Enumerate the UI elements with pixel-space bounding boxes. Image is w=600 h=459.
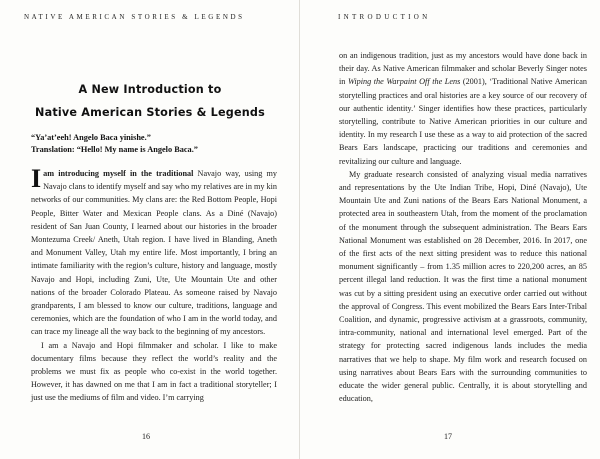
lead-in: am introducing myself in the traditional (43, 169, 194, 178)
page-number-left: 16 (142, 432, 150, 441)
left-body-text (31, 164, 277, 405)
running-head-left: NATIVE AMERICAN STORIES & LEGENDS (24, 13, 245, 21)
right-body-text (339, 49, 587, 405)
right-page (300, 0, 600, 459)
drop-cap: I (31, 164, 42, 193)
continuation-before-title: on an indigenous tradition, just as my ancestors would have done back in their day. As Native American filmmaker and scholar Beverly Singer notes in (339, 51, 587, 87)
paragraph-filmmaker: I am a Navajo and Hopi filmmaker and scholar. I like to make documentary films because they reflect the world’s reality and the problems we must fix as people who co-exist in the world together. However, it has dawned on me that I am in fact a traditional storyteller; I just use the mediums of film and video. I’m carrying (31, 340, 277, 403)
epigraph-translation: Translation: “Hello! My name is Angelo Baca.” (31, 145, 198, 154)
epigraph-greeting: “Ya’at’eeh! Angelo Baca yinishe.” (31, 133, 151, 142)
running-head-right: INTRODUCTION (338, 13, 431, 21)
paragraph-intro (31, 164, 277, 339)
chapter-title-line-2: Native American Stories & Legends (35, 106, 265, 119)
book-title: Wiping the Warpaint Off the Lens (347, 77, 461, 87)
chapter-title (24, 78, 276, 124)
chapter-title-line-1: A New Introduction to (78, 83, 222, 96)
continuation-after-title: (2001), ‘Traditional Native American storytelling practices and oral histories are a key source of our recovery of our authentic identity.’ Singer identifies how these practices, particularly storytelling, contribute to Native American priorities in our culture and identity. In my research I use these as a way to aid protection of the sacred Bears Ears landscape, practicing our traditions and ceremonies and revitalizing our culture and language. (339, 77, 587, 166)
epigraph (31, 132, 198, 156)
page-number-right: 17 (444, 432, 452, 441)
paragraph-research: My graduate research consisted of analyzing visual media narratives and representations by the Ute Indian Tribe, Hopi, Diné (Navajo), Ute Mountain Ute and Zuni nations of the Bears Ears National Monument, a protected area in southeastern Utah, from the moment of the proclamation of the monument through the subsequent administration. The Bears Ears National Monument was established on 28 December, 2016. In 2017, one of the first acts of the next sitting president was to reduce this national monument significantly – from 1.35 million acres to 220,200 acres, an 85 percent illegal land reduction. It was the first time a national monument was cut by a sitting president using an executive order carried out without the approval of Congress. This event mobilized the Bears Ears Inter-Tribal Coalition, and dynamic, progressive activism at a grassroots, community, intra-community, national and international level emerged. Part of the strategy for protecting sacred indigenous lands includes the media narratives that we help to shape. My film work and research focused on using narratives about Bears Ears with the surrounding communities to educate the wider general public. Centrally, it is about storytelling and education, (339, 169, 587, 404)
paragraph-continuation (339, 49, 587, 168)
paragraph-intro-text: Navajo way, using my Navajo clans to identify myself and say who my relatives are in my kin networks of our communities. My clans are: the Red Bottom People, Hopi People, Bitter Water and Mexican People clans. As a Diné (Navajo) resident of San Juan County, I learned about our histories in the broader Montezuma Creek/ Aneth, Utah region. I have lived in Blanding, Aneth and Monument Valley, Utah my entire life. Most importantly, I bring an intimate familiarity with the region’s culture, history and language, mostly Navajo and Hopi, including Zuni, Ute, Ute Mountain Ute and other nations of the broader Colorado Plateau. As someone raised by Navajo grandparents, I am blessed to know our culture, traditions, language and ceremonies, which are the foundation of who I am in the world today, and can trace my lineage all the way back to the beginning of my ancestors. (31, 169, 277, 337)
